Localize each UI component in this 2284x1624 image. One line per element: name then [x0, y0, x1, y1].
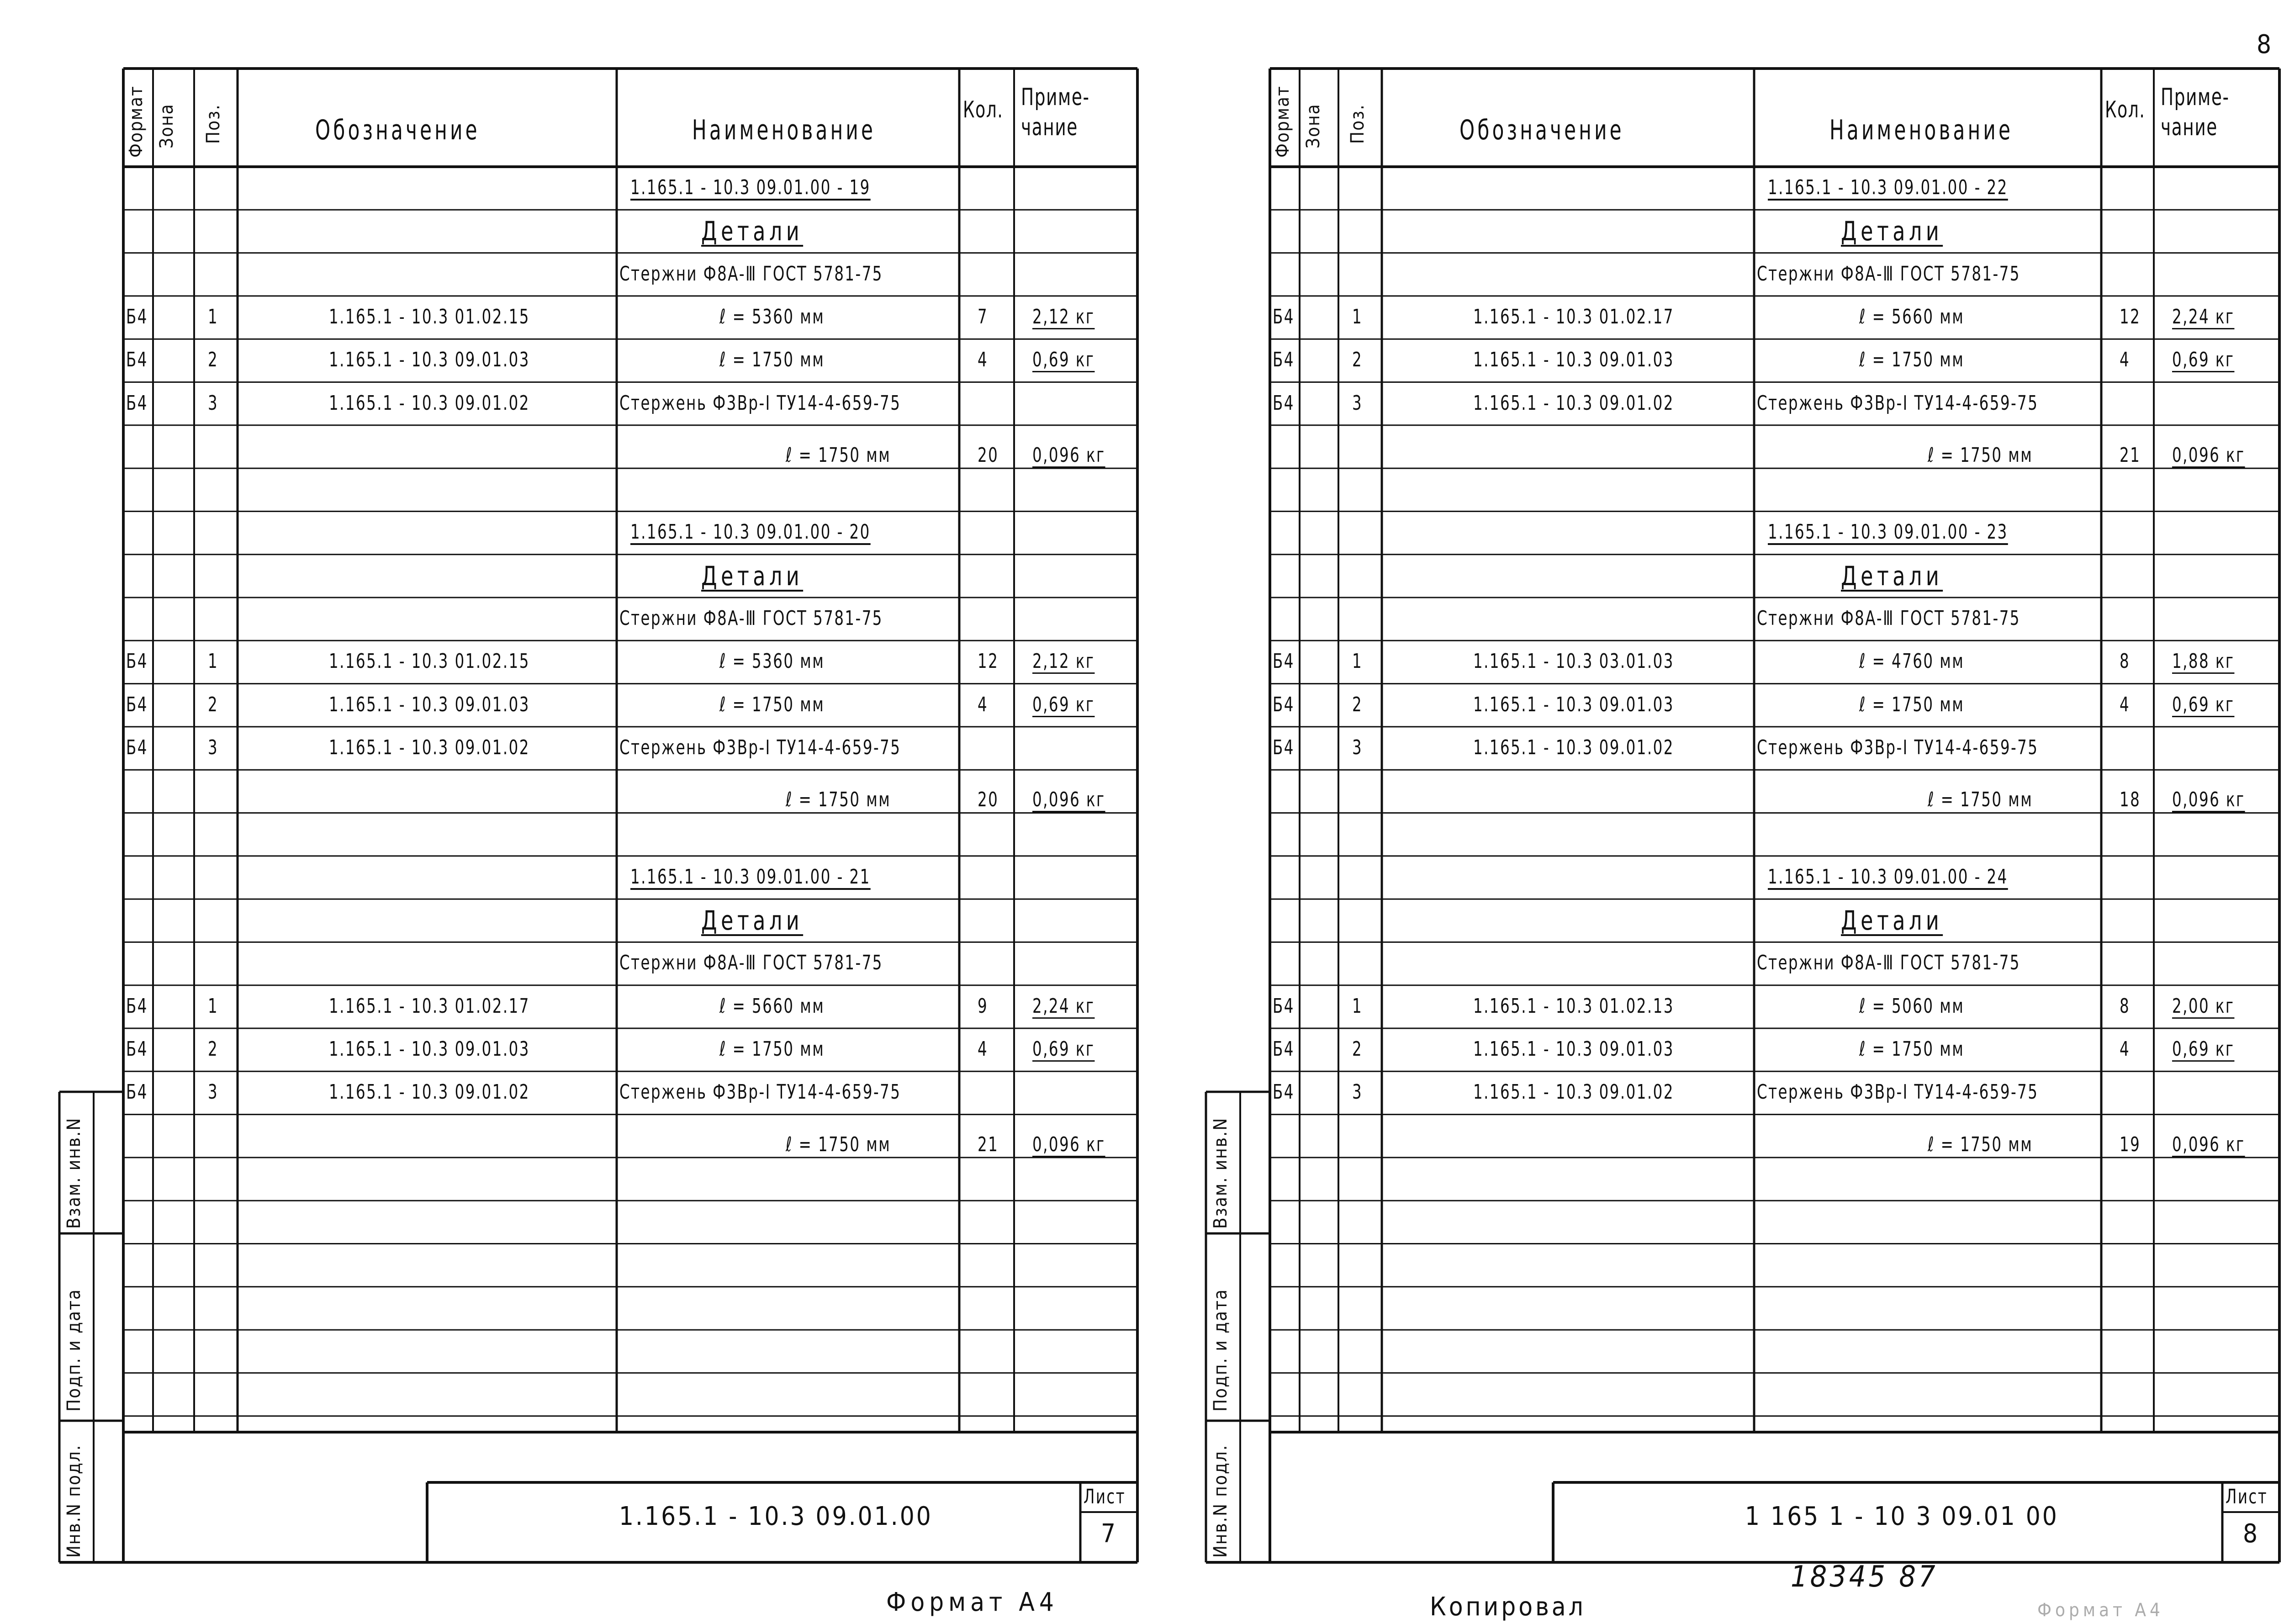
- format-label-left: Формат А4: [886, 1587, 1058, 1617]
- row-format: Б4: [1273, 305, 1295, 328]
- row-designation: 1.165.1 - 10.3 09.01.02: [1473, 735, 1674, 759]
- row-assembly-code: 1.165.1 - 10.3 09.01.00 - 22: [1768, 176, 2008, 199]
- row-position: 1: [208, 305, 219, 328]
- row-quantity: 21: [978, 1132, 999, 1156]
- header-qty-label: Кол.: [2105, 96, 2146, 123]
- row-quantity: 4: [978, 348, 989, 372]
- header-note-label: Приме-чание: [1021, 84, 1090, 141]
- header-note-label: Приме-чание: [2161, 84, 2230, 141]
- format-label-right: Формат А4: [2037, 1600, 2164, 1621]
- row-length: ℓ = 5360 мм: [719, 650, 825, 673]
- row-length: ℓ = 1750 мм: [1928, 1132, 2033, 1156]
- header-format-label: Формат: [126, 85, 147, 158]
- row-designation: 1.165.1 - 10.3 01.02.15: [329, 305, 530, 328]
- row-name: Стержни Ф8А-Ⅲ ГОСТ 5781-75: [1757, 607, 2020, 630]
- row-note: 1,88 кг: [2172, 650, 2235, 673]
- row-section-title: Детали: [701, 560, 804, 592]
- row-note: 0,096 кг: [2172, 443, 2245, 467]
- row-length: ℓ = 1750 мм: [1928, 443, 2033, 467]
- row-name: Стержень Ф3Вр-Ⅰ ТУ14-4-659-75: [619, 1080, 901, 1104]
- row-name: Стержни Ф8А-Ⅲ ГОСТ 5781-75: [619, 951, 883, 975]
- row-quantity: 4: [978, 693, 989, 716]
- row-format: Б4: [1273, 1037, 1295, 1061]
- stamp-vzam-inv-label: Взам. инв.N: [63, 1117, 85, 1229]
- row-name: Стержни Ф8А-Ⅲ ГОСТ 5781-75: [1757, 262, 2020, 286]
- handwritten-number: 18345 87: [1791, 1560, 1938, 1594]
- title-block-sheet-label: Лист: [2226, 1485, 2268, 1508]
- row-designation: 1.165.1 - 10.3 09.01.02: [329, 1080, 530, 1104]
- row-quantity: 7: [978, 305, 989, 328]
- row-note: 0,69 кг: [2172, 693, 2235, 716]
- row-quantity: 20: [978, 788, 999, 812]
- row-format: Б4: [1273, 391, 1295, 415]
- row-length: ℓ = 4760 мм: [1859, 650, 1965, 673]
- row-note: 2,24 кг: [2172, 305, 2235, 328]
- row-section-title: Детали: [701, 905, 804, 936]
- row-length: ℓ = 1750 мм: [1928, 788, 2033, 812]
- row-length: ℓ = 5660 мм: [1859, 305, 1965, 328]
- row-note: 0,69 кг: [2172, 348, 2235, 372]
- copied-label: Копировал: [1430, 1592, 1586, 1622]
- row-position: 1: [208, 994, 219, 1018]
- header-zone-label: Зона: [1303, 103, 1324, 148]
- row-position: 2: [1352, 348, 1363, 372]
- row-position: 1: [208, 650, 219, 673]
- row-position: 3: [208, 1080, 219, 1104]
- row-quantity: 20: [978, 443, 999, 467]
- row-position: 2: [208, 348, 219, 372]
- row-quantity: 18: [2120, 788, 2141, 812]
- row-name: Стержень Ф3Вр-Ⅰ ТУ14-4-659-75: [1757, 1080, 2039, 1104]
- row-length: ℓ = 5660 мм: [719, 994, 825, 1018]
- row-designation: 1.165.1 - 10.3 09.01.02: [1473, 391, 1674, 415]
- row-quantity: 8: [2120, 994, 2131, 1018]
- row-format: Б4: [126, 650, 148, 673]
- row-quantity: 4: [2120, 1037, 2131, 1061]
- row-quantity: 4: [978, 1037, 989, 1061]
- row-designation: 1.165.1 - 10.3 09.01.03: [329, 693, 530, 716]
- row-name: Стержень Ф3Вр-Ⅰ ТУ14-4-659-75: [619, 391, 901, 415]
- row-note: 2,12 кг: [1032, 305, 1095, 328]
- row-length: ℓ = 1750 мм: [719, 348, 825, 372]
- row-length: ℓ = 1750 мм: [1859, 348, 1965, 372]
- title-block-code: 1.165.1 - 10.3 09.01.00: [619, 1502, 933, 1531]
- row-quantity: 21: [2120, 443, 2141, 467]
- row-position: 3: [1352, 735, 1363, 759]
- row-name: Стержни Ф8А-Ⅲ ГОСТ 5781-75: [619, 262, 883, 286]
- header-designation-label: Обозначение: [1459, 114, 1624, 146]
- row-assembly-code: 1.165.1 - 10.3 09.01.00 - 20: [630, 520, 871, 544]
- row-format: Б4: [126, 1080, 148, 1104]
- row-format: Б4: [126, 348, 148, 372]
- right-frame-lines: [1160, 0, 2284, 1624]
- row-quantity: 4: [2120, 348, 2131, 372]
- header-name-label: Наименование: [692, 114, 876, 146]
- row-note: 0,69 кг: [1032, 693, 1095, 716]
- row-quantity: 8: [2120, 650, 2131, 673]
- row-format: Б4: [1273, 994, 1295, 1018]
- row-position: 2: [208, 1037, 219, 1061]
- title-block-code: 1 165 1 - 10 3 09.01 00: [1745, 1502, 2059, 1531]
- row-note: 0,096 кг: [1032, 1132, 1105, 1156]
- row-note: 2,00 кг: [2172, 994, 2235, 1018]
- row-designation: 1.165.1 - 10.3 09.01.03: [1473, 348, 1674, 372]
- header-designation-label: Обозначение: [315, 114, 480, 146]
- right-sheet: [1160, 0, 2284, 1624]
- header-zone-label: Зона: [156, 103, 177, 148]
- row-quantity: 4: [2120, 693, 2131, 716]
- row-format: Б4: [126, 994, 148, 1018]
- row-quantity: 12: [978, 650, 999, 673]
- row-designation: 1.165.1 - 10.3 01.02.17: [329, 994, 530, 1018]
- stamp-podp-data-label: Подп. и дата: [63, 1288, 85, 1412]
- row-length: ℓ = 1750 мм: [719, 1037, 825, 1061]
- row-section-title: Детали: [1841, 560, 1943, 592]
- row-position: 3: [208, 391, 219, 415]
- row-name: Стержень Ф3Вр-Ⅰ ТУ14-4-659-75: [619, 735, 901, 759]
- row-position: 3: [208, 735, 219, 759]
- row-assembly-code: 1.165.1 - 10.3 09.01.00 - 19: [630, 176, 871, 199]
- row-note: 0,69 кг: [1032, 348, 1095, 372]
- row-designation: 1.165.1 - 10.3 09.01.02: [329, 735, 530, 759]
- row-name: Стержень Ф3Вр-Ⅰ ТУ14-4-659-75: [1757, 735, 2039, 759]
- row-format: Б4: [126, 391, 148, 415]
- row-designation: 1.165.1 - 10.3 09.01.03: [1473, 693, 1674, 716]
- row-name: Стержень Ф3Вр-Ⅰ ТУ14-4-659-75: [1757, 391, 2039, 415]
- row-quantity: 12: [2120, 305, 2141, 328]
- row-designation: 1.165.1 - 10.3 01.02.13: [1473, 994, 1674, 1018]
- row-section-title: Детали: [1841, 216, 1943, 247]
- stamp-vzam-inv-label: Взам. инв.N: [1210, 1117, 1231, 1229]
- title-block-sheet-number: 8: [2243, 1519, 2261, 1549]
- row-note: 2,12 кг: [1032, 650, 1095, 673]
- row-format: Б4: [1273, 650, 1295, 673]
- page-corner-number: 8: [2257, 30, 2274, 59]
- row-assembly-code: 1.165.1 - 10.3 09.01.00 - 23: [1768, 520, 2008, 544]
- row-position: 2: [208, 693, 219, 716]
- row-designation: 1.165.1 - 10.3 03.01.03: [1473, 650, 1674, 673]
- row-position: 2: [1352, 1037, 1363, 1061]
- row-format: Б4: [1273, 735, 1295, 759]
- row-designation: 1.165.1 - 10.3 09.01.03: [329, 348, 530, 372]
- row-name: Стержни Ф8А-Ⅲ ГОСТ 5781-75: [619, 607, 883, 630]
- row-designation: 1.165.1 - 10.3 01.02.15: [329, 650, 530, 673]
- row-quantity: 9: [978, 994, 989, 1018]
- header-format-label: Формат: [1272, 85, 1293, 158]
- row-length: ℓ = 5060 мм: [1859, 994, 1965, 1018]
- row-designation: 1.165.1 - 10.3 09.01.02: [329, 391, 530, 415]
- row-designation: 1.165.1 - 10.3 09.01.03: [329, 1037, 530, 1061]
- row-position: 1: [1352, 650, 1363, 673]
- row-position: 1: [1352, 305, 1363, 328]
- row-note: 0,69 кг: [2172, 1037, 2235, 1061]
- row-length: ℓ = 1750 мм: [786, 1132, 891, 1156]
- row-length: ℓ = 1750 мм: [1859, 693, 1965, 716]
- title-block-sheet-label: Лист: [1084, 1485, 1126, 1508]
- row-length: ℓ = 1750 мм: [1859, 1037, 1965, 1061]
- row-note: 0,096 кг: [1032, 788, 1105, 812]
- row-note: 0,096 кг: [2172, 1132, 2245, 1156]
- row-length: ℓ = 1750 мм: [786, 443, 891, 467]
- row-note: 2,24 кг: [1032, 994, 1095, 1018]
- row-note: 0,69 кг: [1032, 1037, 1095, 1061]
- stamp-inv-podl-label: Инв.N подл.: [63, 1444, 85, 1558]
- stamp-podp-data-label: Подп. и дата: [1210, 1288, 1231, 1412]
- row-length: ℓ = 5360 мм: [719, 305, 825, 328]
- row-format: Б4: [126, 693, 148, 716]
- row-format: Б4: [1273, 1080, 1295, 1104]
- row-position: 1: [1352, 994, 1363, 1018]
- row-quantity: 19: [2120, 1132, 2141, 1156]
- row-position: 3: [1352, 391, 1363, 415]
- title-block-sheet-number: 7: [1101, 1519, 1119, 1549]
- header-pos-label: Поз.: [203, 104, 224, 144]
- row-name: Стержни Ф8А-Ⅲ ГОСТ 5781-75: [1757, 951, 2020, 975]
- row-position: 2: [1352, 693, 1363, 716]
- header-name-label: Наименование: [1829, 114, 2014, 146]
- row-assembly-code: 1.165.1 - 10.3 09.01.00 - 21: [630, 865, 871, 889]
- row-format: Б4: [1273, 348, 1295, 372]
- header-qty-label: Кол.: [963, 96, 1004, 123]
- row-designation: 1.165.1 - 10.3 01.02.17: [1473, 305, 1674, 328]
- row-note: 0,096 кг: [1032, 443, 1105, 467]
- row-format: Б4: [126, 1037, 148, 1061]
- row-format: Б4: [126, 735, 148, 759]
- row-length: ℓ = 1750 мм: [719, 693, 825, 716]
- row-designation: 1.165.1 - 10.3 09.01.03: [1473, 1037, 1674, 1061]
- header-pos-label: Поз.: [1347, 104, 1368, 144]
- row-note: 0,096 кг: [2172, 788, 2245, 812]
- row-assembly-code: 1.165.1 - 10.3 09.01.00 - 24: [1768, 865, 2008, 889]
- stamp-inv-podl-label: Инв.N подл.: [1210, 1444, 1231, 1558]
- row-designation: 1.165.1 - 10.3 09.01.02: [1473, 1080, 1674, 1104]
- row-position: 3: [1352, 1080, 1363, 1104]
- row-format: Б4: [126, 305, 148, 328]
- row-section-title: Детали: [701, 216, 804, 247]
- row-format: Б4: [1273, 693, 1295, 716]
- row-length: ℓ = 1750 мм: [786, 788, 891, 812]
- row-section-title: Детали: [1841, 905, 1943, 936]
